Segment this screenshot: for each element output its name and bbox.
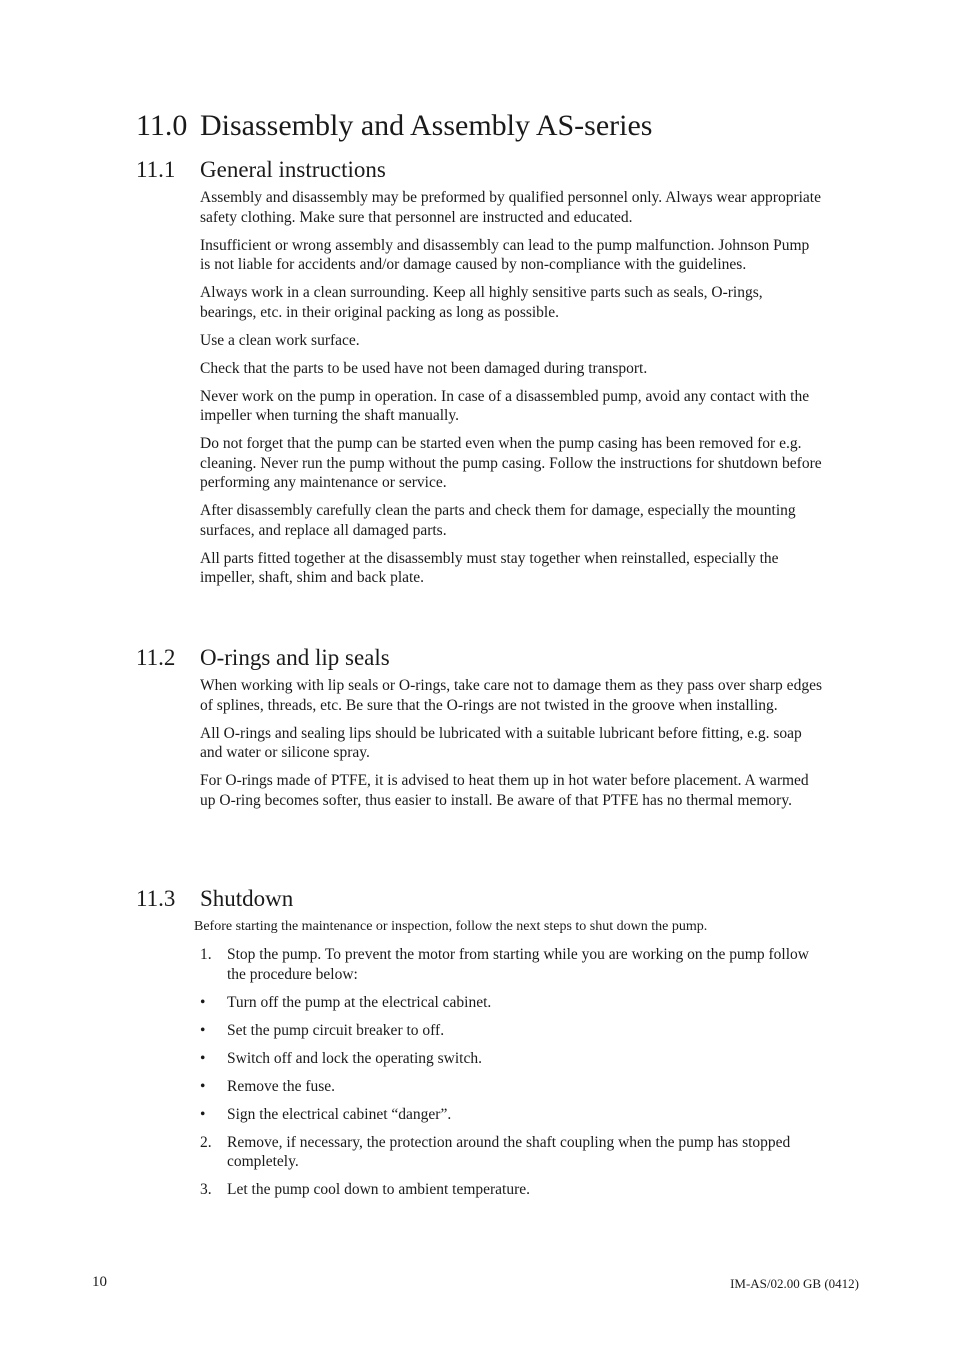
list-item-text: Turn off the pump at the electrical cabinet. — [227, 993, 492, 1011]
list-item — [200, 945, 822, 984]
section-number: 11.2 — [136, 645, 176, 670]
section-body-general-instructions — [200, 188, 822, 596]
paragraph: Use a clean work surface. — [200, 331, 360, 349]
list-marker: 3. — [200, 1181, 212, 1198]
list-marker: 2. — [200, 1133, 212, 1151]
list-item — [200, 1021, 822, 1041]
paragraph: Insufficient or wrong assembly and disassembly can lead to the pump malfunction. Johnson Pump is not liable for accidents and/or damage caused by non-compliance with the guidelines. — [200, 236, 810, 273]
list-marker: • — [200, 993, 206, 1011]
section-title: O-rings and lip seals — [200, 645, 390, 670]
list-item — [200, 1133, 822, 1172]
list-item-text: Switch off and lock the operating switch. — [227, 1049, 482, 1067]
list-item-text: Set the pump circuit breaker to off. — [227, 1021, 445, 1039]
paragraph: For O-rings made of PTFE, it is advised to heat them up in hot water before placement. A warmed up O-ring becomes softer, thus easier to install. Be aware of that PTFE has no thermal memory. — [200, 772, 809, 809]
paragraph: Do not forget that the pump can be started even when the pump casing has been removed for e.g. cleaning. Never run the pump without the pump casing. Follow the instructions for shutdown before performing any maintenance or service. — [200, 435, 822, 491]
paragraph: All parts fitted together at the disassembly must stay together when reinstalled, especially the impeller, shaft, shim and back plate. — [200, 549, 779, 586]
list-item-text: Sign the electrical cabinet “danger”. — [227, 1105, 452, 1123]
paragraph: Never work on the pump in operation. In case of a disassembled pump, avoid any contact with the impeller when turning the shaft manually. — [200, 387, 810, 424]
list-item — [200, 1049, 822, 1069]
chapter-title — [136, 106, 652, 146]
section-title: General instructions — [200, 157, 386, 182]
list-item — [200, 993, 822, 1013]
section-heading-general-instructions — [136, 156, 386, 184]
paragraph: After disassembly carefully clean the parts and check them for damage, especially the mounting surfaces, and replace all damaged parts. — [200, 502, 796, 539]
list-item-text: Remove the fuse. — [227, 1077, 336, 1095]
paragraph: All O-rings and sealing lips should be lubricated with a suitable lubricant before fitting, e.g. soap and water or silicone spray. — [200, 724, 802, 761]
list-marker: 1. — [200, 946, 212, 963]
paragraph: When working with lip seals or O-rings, take care not to damage them as they pass over sharp edges of splines, threads, etc. Be sure that the O-rings are not twisted in the groove when installing. — [200, 677, 822, 714]
section-number: 11.3 — [136, 886, 176, 911]
paragraph: Check that the parts to be used have not been damaged during transport. — [200, 359, 648, 377]
paragraph: Assembly and disassembly may be preformed by qualified personnel only. Always wear appropriate safety clothing. Make sure that personnel are instructed and educated. — [200, 189, 821, 226]
section-heading-shutdown — [136, 885, 293, 913]
document-code: IM-AS/02.00 GB (0412) — [730, 1276, 859, 1291]
list-item — [200, 1180, 822, 1200]
shutdown-intro: Before starting the maintenance or inspection, follow the next steps to shut down the pump. — [194, 919, 708, 934]
list-item — [200, 1077, 822, 1097]
list-marker: • — [200, 1021, 206, 1039]
list-item-text: Remove, if necessary, the protection around the shaft coupling when the pump has stopped completely. — [227, 1133, 791, 1170]
list-item-text: Let the pump cool down to ambient temperature. — [227, 1181, 531, 1198]
list-marker: • — [200, 1049, 206, 1067]
chapter-number: 11.0 — [136, 109, 188, 142]
section-body-o-rings-and-lip-seals — [200, 676, 822, 819]
section-number: 11.1 — [136, 157, 176, 182]
list-marker: • — [200, 1105, 206, 1123]
list-item-text: Stop the pump. To prevent the motor from starting while you are working on the pump follow the procedure below: — [227, 946, 809, 983]
section-title: Shutdown — [200, 886, 294, 911]
list-marker: • — [200, 1077, 206, 1095]
section-heading-o-rings-and-lip-seals — [136, 644, 390, 672]
paragraph: Always work in a clean surrounding. Keep all highly sensitive parts such as seals, O-rings, bearings, etc. in their original packing as long as possible. — [200, 284, 763, 321]
list-item — [200, 1105, 822, 1125]
page-number: 10 — [92, 1274, 107, 1290]
shutdown-steps-list — [200, 945, 822, 1208]
chapter-title-text: Disassembly and Assembly AS-series — [200, 109, 653, 142]
